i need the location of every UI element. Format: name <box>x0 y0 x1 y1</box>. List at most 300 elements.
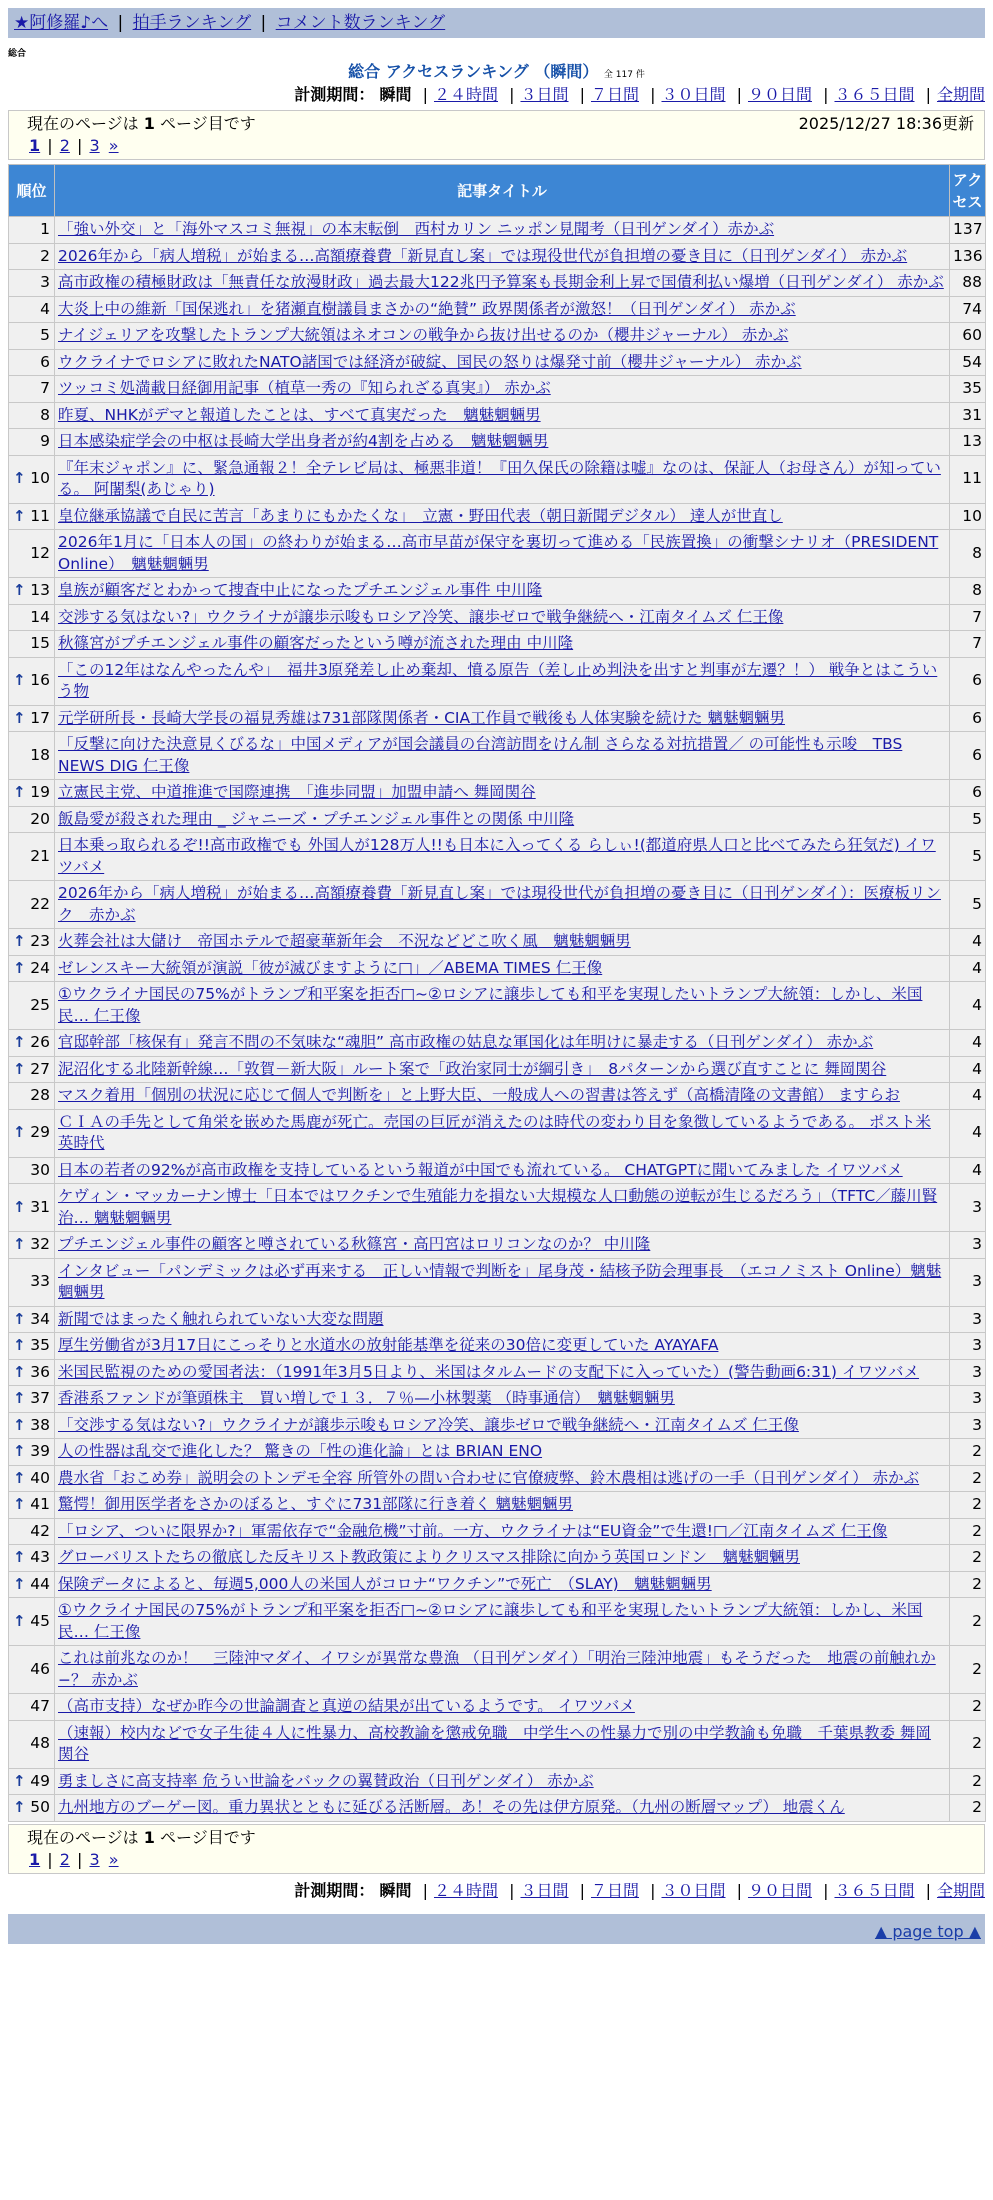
rank-cell <box>9 376 55 403</box>
rank-number: 2 <box>40 246 50 265</box>
rank-cell <box>9 503 55 530</box>
up-arrow-icon: ↑ <box>13 581 26 599</box>
period-label: 計測期間： <box>294 85 375 104</box>
rank-number: 24 <box>30 958 50 977</box>
rank-number: 26 <box>30 1033 50 1051</box>
title-cell <box>55 1333 950 1360</box>
table-row <box>9 578 986 605</box>
page-3-link[interactable]: 3 <box>89 136 100 155</box>
rank-number: 13 <box>30 581 50 599</box>
table-row <box>9 376 986 403</box>
period-3d-link[interactable]: ３日間 <box>520 1881 569 1900</box>
rank-cell <box>9 1056 55 1083</box>
access-count: 2 <box>950 1439 986 1466</box>
article-link[interactable]: 「ロシア、ついに限界か?」軍需依存で“金融危機”寸前。一方、ウクライナは“EU資金”で生還!□／江南タイムズ 仁王像 <box>58 1521 888 1540</box>
table-row <box>9 243 986 270</box>
access-count: 4 <box>950 1056 986 1083</box>
access-count: 2 <box>950 1768 986 1795</box>
access-count: 5 <box>950 881 986 929</box>
pagination-bottom: 1 | 2 | 3 » <box>29 1850 119 1869</box>
home-link[interactable]: ★阿修羅♪へ <box>14 13 109 33</box>
rank-number: 8 <box>40 405 50 424</box>
rank-cell <box>9 270 55 297</box>
table-row <box>9 982 986 1030</box>
up-arrow-icon: ↑ <box>13 1362 26 1381</box>
table-row <box>9 455 986 503</box>
article-link[interactable]: （速報）校内などで女子生徒４人に性暴力、高校教諭を懲戒免職 中学生への性暴力で別の中学教諭も免職 千葉県教委 舞岡関谷 <box>58 1723 931 1763</box>
article-link[interactable]: 火葬会社は大儲け 帝国ホテルで超豪華新年会 不況などどこ吹く風 魑魅魍魎男 <box>58 932 631 950</box>
period-label: 計測期間： <box>294 1881 375 1900</box>
access-count: 2 <box>950 1545 986 1572</box>
access-count: 88 <box>950 270 986 297</box>
rank-cell <box>9 1359 55 1386</box>
table-row <box>9 1412 986 1439</box>
next-page-link[interactable]: » <box>108 136 119 155</box>
article-link[interactable]: ツッコミ処満載日経御用記事（植草一秀の『知られざる真実』） 赤かぶ <box>58 379 551 397</box>
table-row <box>9 1083 986 1110</box>
rank-cell <box>9 217 55 244</box>
table-row <box>9 1232 986 1259</box>
rank-number: 50 <box>30 1798 50 1816</box>
up-arrow-icon: ↑ <box>13 1235 26 1253</box>
rank-cell <box>9 1258 55 1306</box>
title-cell <box>55 530 950 578</box>
table-row <box>9 217 986 244</box>
access-count: 4 <box>950 1109 986 1157</box>
article-link[interactable]: プチエンジェル事件の顧客と噂されている秋篠宮・高円宮はロリコンなのか？ 中川隆 <box>58 1235 651 1253</box>
article-link[interactable]: （高市支持）なぜか昨今の世論調査と真逆の結果が出ているようです。 イワツバメ <box>58 1697 635 1715</box>
rank-cell <box>9 1646 55 1694</box>
access-count: 2 <box>950 1694 986 1721</box>
rank-header: 順位 <box>9 165 55 217</box>
access-count: 8 <box>950 530 986 578</box>
article-link[interactable]: 香港系ファンドが筆頭株主 買い増しで１３．７％—小林製薬 （時事通信） 魑魅魍魎男 <box>58 1389 675 1407</box>
access-count: 136 <box>950 243 986 270</box>
table-row <box>9 881 986 929</box>
rank-number: 41 <box>30 1495 50 1513</box>
table-row <box>9 503 986 530</box>
rank-number: 18 <box>30 745 50 764</box>
article-link[interactable]: グローバリストたちの徹底した反キリスト教政策によりクリスマス排除に向かう英国ロンドン 魑魅魍魎男 <box>58 1548 800 1566</box>
table-row <box>9 955 986 982</box>
up-arrow-icon: ↑ <box>13 783 26 801</box>
article-link[interactable]: インタビュー「パンデミックは必ず再来する 正しい情報で判断を」尾身茂・結核予防会理事長 （エコノミスト Online）魑魅魍魎男 <box>58 1261 942 1301</box>
article-link[interactable]: ①ウクライナ国民の75%がトランプ和平案を拒否□~②ロシアに譲歩しても和平を実現したいトランプ大統領：しかし、米国民… 仁王像 <box>58 985 923 1025</box>
title-cell <box>55 1694 950 1721</box>
rank-cell <box>9 1694 55 1721</box>
article-link[interactable]: これは前兆なのか！ 三陸沖マダイ、イワシが異常な豊漁 （日刊ゲンダイ）「明治三陸沖地震」もそうだった 地震の前触れか−？ 赤かぶ <box>58 1649 936 1689</box>
article-link[interactable]: 日本の若者の92%が高市政権を支持しているという報道が中国でも流れている。 CHATGPTに聞いてみました イワツバメ <box>58 1160 903 1179</box>
title-cell <box>55 982 950 1030</box>
access-count: 6 <box>950 705 986 732</box>
rank-cell <box>9 881 55 929</box>
up-arrow-icon: ↑ <box>13 1574 26 1593</box>
nav-separator: | <box>260 13 267 33</box>
table-row <box>9 1768 986 1795</box>
period-all-link[interactable]: 全期間 <box>936 1881 985 1900</box>
title-cell <box>55 1412 950 1439</box>
title-cell <box>55 1232 950 1259</box>
article-link[interactable]: 『年末ジャポン』に、緊急通報２！全テレビ局は、極悪非道！『田久保氏の除籍は嘘』なのは、保証人（お母さん）が知っている。 阿闍梨(あじゃり) <box>58 458 941 498</box>
title-cell <box>55 578 950 605</box>
title-cell <box>55 1646 950 1694</box>
table-row <box>9 806 986 833</box>
title-cell <box>55 429 950 456</box>
up-arrow-icon: ↑ <box>13 1611 26 1630</box>
title-cell <box>55 631 950 658</box>
article-link[interactable]: 驚愕！御用医学者をさかのぼると、すぐに731部隊に行き着く 魑魅魍魎男 <box>58 1495 574 1513</box>
page-2-link[interactable]: 2 <box>59 136 70 155</box>
up-arrow-icon: ↑ <box>13 1468 26 1487</box>
table-row <box>9 705 986 732</box>
access-count: 74 <box>950 296 986 323</box>
title-cell <box>55 402 950 429</box>
article-link[interactable]: 飯島愛が殺された理由 _ ジャニーズ・プチエンジェル事件との関係 中川隆 <box>58 809 575 828</box>
period-365d-link[interactable]: ３６５日間 <box>834 1881 915 1900</box>
rank-number: 10 <box>30 469 50 488</box>
title-cell <box>55 270 950 297</box>
table-row <box>9 402 986 429</box>
rank-cell <box>9 455 55 503</box>
access-count: 3 <box>950 1258 986 1306</box>
access-count: 5 <box>950 833 986 881</box>
rank-cell <box>9 631 55 658</box>
page-1-link[interactable]: 1 <box>29 136 41 155</box>
access-count: 3 <box>950 1359 986 1386</box>
up-arrow-icon: ↑ <box>13 1415 26 1434</box>
period-7d-link[interactable]: ７日間 <box>590 85 639 104</box>
rank-cell <box>9 1386 55 1413</box>
page-1-link[interactable]: 1 <box>29 1850 41 1869</box>
rank-number: 7 <box>40 379 50 397</box>
rank-cell <box>9 1083 55 1110</box>
access-count: 54 <box>950 349 986 376</box>
period-current: 瞬間 <box>379 1881 412 1900</box>
table-row <box>9 1030 986 1057</box>
up-arrow-icon: ↑ <box>13 1059 26 1078</box>
rank-cell <box>9 705 55 732</box>
rank-cell <box>9 1571 55 1598</box>
access-count: 3 <box>950 1232 986 1259</box>
rank-number: 4 <box>40 299 50 318</box>
access-count: 8 <box>950 578 986 605</box>
table-row <box>9 1545 986 1572</box>
rank-number: 20 <box>30 809 50 828</box>
article-link[interactable]: 米国民監視のための愛国者法：（1991年3月5日より、米国はタルムードの支配下に入っていた）(警告動画6:31) イワツバメ <box>58 1362 920 1381</box>
table-row <box>9 1359 986 1386</box>
period-24h-link[interactable]: ２４時間 <box>433 85 498 104</box>
access-count: 6 <box>950 657 986 705</box>
period-3d-link[interactable]: ３日間 <box>520 85 569 104</box>
title-cell <box>55 296 950 323</box>
rank-number: 32 <box>30 1235 50 1253</box>
rank-number: 43 <box>30 1548 50 1566</box>
access-count: 2 <box>950 1465 986 1492</box>
rank-number: 46 <box>30 1659 50 1678</box>
table-row <box>9 1184 986 1232</box>
title-cell <box>55 929 950 956</box>
rank-cell <box>9 530 55 578</box>
table-row <box>9 349 986 376</box>
access-count: 4 <box>950 982 986 1030</box>
period-7d-link[interactable]: ７日間 <box>590 1881 639 1900</box>
title-header: 記事タイトル <box>55 165 950 217</box>
rank-number: 37 <box>30 1389 50 1407</box>
table-row <box>9 1333 986 1360</box>
access-count: 3 <box>950 1333 986 1360</box>
table-row <box>9 1492 986 1519</box>
comment-ranking-link[interactable]: コメント数ランキング <box>275 13 446 33</box>
title-cell <box>55 732 950 780</box>
rank-cell <box>9 296 55 323</box>
top-nav-bar <box>8 8 985 38</box>
up-arrow-icon: ↑ <box>13 958 26 977</box>
title-cell <box>55 243 950 270</box>
article-link[interactable]: 秋篠宮がプチエンジェル事件の顧客だったという噂が流された理由 中川隆 <box>58 634 574 652</box>
title-text: 総合 アクセスランキング （瞬間） <box>348 62 599 81</box>
access-count: 3 <box>950 1306 986 1333</box>
title-cell <box>55 1306 950 1333</box>
up-arrow-icon: ↑ <box>13 1798 26 1816</box>
article-link[interactable]: 元学研所長・長崎大学長の福見秀雄は731部隊関係者・CIA工作員で戦後も人体実験を続けた 魑魅魍魎男 <box>58 708 786 727</box>
access-header: アクセス <box>950 165 986 217</box>
period-30d-link[interactable]: ３０日間 <box>661 85 726 104</box>
period-selector-bottom: 計測期間： 瞬間 | ２４時間 | ３日間 | ７日間 | ３０日間 | ９０日間 | ３６５日間 | 全期間 <box>294 1881 985 1900</box>
article-link[interactable]: 日本感染症学会の中枢は長崎大学出身者が約4割を占める 魑魅魍魎男 <box>58 432 549 450</box>
article-link[interactable]: 高市政権の積極財政は「無責任な放漫財政」過去最大122兆円予算案も長期金利上昇で国債利払い爆増（日刊ゲンダイ） 赤かぶ <box>58 273 944 291</box>
rank-cell <box>9 1412 55 1439</box>
article-link[interactable]: ナイジェリアを攻撃したトランプ大統領はネオコンの戦争から抜け出せるのか（櫻井ジャーナル） 赤かぶ <box>58 326 789 344</box>
up-arrow-icon: ↑ <box>13 932 26 950</box>
title-cell <box>55 217 950 244</box>
title-cell <box>55 1184 950 1232</box>
rank-cell <box>9 1768 55 1795</box>
up-arrow-icon: ↑ <box>13 1197 26 1216</box>
article-link[interactable]: 厚生労働省が3月17日にこっそりと水道水の放射能基準を従来の30倍に変更していた AYAYAFA <box>58 1336 719 1354</box>
article-link[interactable]: 農水省「おこめ券」説明会のトンデモ全容 所管外の問い合わせに官僚疲弊、鈴木農相は逃げの一手（日刊ゲンダイ） 赤かぶ <box>58 1468 920 1487</box>
rank-number: 17 <box>30 708 50 727</box>
rank-number: 1 <box>40 220 50 238</box>
rank-number: 3 <box>40 273 50 291</box>
table-row <box>9 1386 986 1413</box>
rank-cell <box>9 243 55 270</box>
article-link[interactable]: 新聞ではまったく触れられていない大変な問題 <box>58 1309 384 1328</box>
article-link[interactable]: 「この12年はなんやったんや」 福井3原発差し止め棄却、憤る原告（差し止め判決を出すと判事が左遷？！） 戦争とはこういう物 <box>58 660 938 700</box>
rank-cell <box>9 929 55 956</box>
access-count: 31 <box>950 402 986 429</box>
page-info-bottom <box>8 1824 985 1874</box>
rank-number: 23 <box>30 932 50 950</box>
access-count: 60 <box>950 323 986 350</box>
article-link[interactable]: 「交渉する気はない?」ウクライナが譲歩示唆もロシア冷笑、譲歩ゼロで戦争継続へ・江南タイムズ 仁王像 <box>58 1415 799 1434</box>
table-row <box>9 780 986 807</box>
rank-cell <box>9 1030 55 1057</box>
up-arrow-icon: ↑ <box>13 1123 26 1142</box>
rank-cell <box>9 1545 55 1572</box>
article-link[interactable]: 大炎上中の維新「国保逃れ」を猪瀬直樹議員まさかの“絶賛” 政界関係者が激怒！（日刊ゲンダイ） 赤かぶ <box>58 299 796 318</box>
table-row <box>9 1465 986 1492</box>
article-link[interactable]: ケヴィン・マッカーナン博士「日本ではワクチンで生殖能力を損ない大規模な人口動態の逆転が生じるだろう」（TFTC／藤川賢治… 魑魅魍魎男 <box>58 1187 938 1227</box>
article-link[interactable]: 皇位継承協議で自民に苦言「あまりにもかたくな」 立憲・野田代表（朝日新聞デジタル） 達人が世直し <box>58 506 783 525</box>
title-cell <box>55 1359 950 1386</box>
up-arrow-icon: ↑ <box>13 671 26 690</box>
applause-ranking-link[interactable]: 拍手ランキング <box>132 13 252 33</box>
title-cell <box>55 1386 950 1413</box>
article-link[interactable]: 2026年から「病人増税」が始まる…高額療養費「新見直し案」では現役世代が負担増の憂き目に（日刊ゲンダイ） 赤かぶ <box>58 246 908 265</box>
rank-number: 12 <box>30 543 50 562</box>
up-arrow-icon: ↑ <box>13 1309 26 1328</box>
article-link[interactable]: 立憲民主党、中道推進で国際連携 「進歩同盟」加盟申請へ 舞岡関谷 <box>58 783 536 801</box>
rank-cell <box>9 578 55 605</box>
access-count: 2 <box>950 1571 986 1598</box>
period-90d-link[interactable]: ９０日間 <box>747 1881 812 1900</box>
rank-number: 47 <box>30 1697 50 1715</box>
rank-cell <box>9 323 55 350</box>
page-top-link[interactable]: ▲ page top ▲ <box>874 1922 981 1941</box>
article-link[interactable]: 交渉する気はない?」ウクライナが譲歩示唆もロシア冷笑、譲歩ゼロで戦争継続へ・江南タイムズ 仁王像 <box>58 607 784 626</box>
rank-cell <box>9 1109 55 1157</box>
title-cell <box>55 657 950 705</box>
page-3-link[interactable]: 3 <box>89 1850 100 1869</box>
table-row <box>9 1598 986 1646</box>
access-count: 4 <box>950 1083 986 1110</box>
article-link[interactable]: 日本乗っ取られるぞ!!高市政権でも 外国人が128万人!!も日本に入ってくる らしぃ!(都道府県人口と比べてみたら狂気だ) イワツバメ <box>58 836 936 876</box>
title-cell <box>55 455 950 503</box>
access-count: 11 <box>950 455 986 503</box>
rank-number: 33 <box>30 1272 50 1291</box>
pagination-top: 1 | 2 | 3 » <box>29 136 119 155</box>
article-link[interactable]: 泥沼化する北陸新幹線…「敦賀－新大阪」ルート案で「政治家同士が綱引き」 8パターンから選び直すことに 舞岡関谷 <box>58 1059 887 1078</box>
article-link[interactable]: 勇ましさに高支持率 危うい世論をバックの翼賛政治（日刊ゲンダイ） 赤かぶ <box>58 1771 594 1790</box>
title-cell <box>55 349 950 376</box>
access-count: 6 <box>950 780 986 807</box>
title-cell <box>55 1768 950 1795</box>
rank-number: 14 <box>30 607 50 626</box>
rank-number: 27 <box>30 1059 50 1078</box>
rank-cell <box>9 732 55 780</box>
table-row <box>9 1157 986 1184</box>
article-link[interactable]: 保険データによると、毎週5,000人の米国人がコロナ“ワクチン”で死亡 （SLAY) 魑魅魍魎男 <box>58 1574 712 1593</box>
period-24h-link[interactable]: ２４時間 <box>433 1881 498 1900</box>
article-link[interactable]: ＣＩＡの手先として角栄を嵌めた馬鹿が死亡。売国の巨匠が消えたのは時代の変わり目を象徴しているようである。 ポスト米英時代 <box>58 1112 931 1152</box>
up-arrow-icon: ↑ <box>13 1495 26 1513</box>
next-page-link[interactable]: » <box>108 1850 119 1869</box>
period-all-link[interactable]: 全期間 <box>936 85 985 104</box>
title-cell <box>55 604 950 631</box>
rank-number: 34 <box>30 1309 50 1328</box>
access-count: 10 <box>950 503 986 530</box>
title-cell <box>55 1030 950 1057</box>
access-count: 6 <box>950 732 986 780</box>
current-page-text: 現在のページは 1 ページ目です <box>27 114 256 133</box>
rank-number: 5 <box>40 326 50 344</box>
article-link[interactable]: マスク着用「個別の状況に応じて個人で判断を」と上野大臣、一般成人への習書は答えず（高橋清隆の文書館） ますらお <box>58 1086 900 1104</box>
table-row <box>9 1258 986 1306</box>
article-link[interactable]: 「反撃に向けた決意見くびるな」中国メディアが国会議員の台湾訪問をけん制 さらなる対抗措置／ の可能性も示唆 TBS NEWS DIG 仁王像 <box>58 735 903 775</box>
article-link[interactable]: 九州地方のブーゲー図。重力異状とともに延びる活断層。あ！その先は伊方原発。（九州の断層マップ） 地震くん <box>58 1798 845 1816</box>
article-link[interactable]: 昨夏、NHKがデマと報道したことは、すべて真実だった 魑魅魍魎男 <box>58 405 541 424</box>
rank-cell <box>9 429 55 456</box>
access-count: 7 <box>950 631 986 658</box>
title-cell <box>55 806 950 833</box>
rank-number: 25 <box>30 995 50 1014</box>
rank-number: 9 <box>40 432 50 450</box>
article-link[interactable]: 2026年から「病人増税」が始まる…高額療養費「新見直し案」では現役世代が負担増の憂き目に（日刊ゲンダイ）：医療板リンク 赤かぶ <box>58 884 941 924</box>
up-arrow-icon: ↑ <box>13 1442 26 1460</box>
title-cell <box>55 1492 950 1519</box>
table-row <box>9 833 986 881</box>
title-cell <box>55 376 950 403</box>
title-cell <box>55 1157 950 1184</box>
article-link[interactable]: 人の性器は乱交で進化した？ 驚きの「性の進化論」とは BRIAN ENO <box>58 1442 543 1460</box>
rank-number: 30 <box>30 1160 50 1179</box>
rank-number: 16 <box>30 671 50 690</box>
article-link[interactable]: 「強い外交」と「海外マスコミ無視」の本末転倒 西村カリン ニッポン見聞考（日刊ゲンダイ）赤かぶ <box>58 220 775 238</box>
title-cell <box>55 705 950 732</box>
table-row <box>9 1694 986 1721</box>
article-link[interactable]: 官邸幹部「核保有」発言不問の不気味な“魂胆” 高市政権の姑息な軍国化は年明けに暴走する（日刊ゲンダイ） 赤かぶ <box>58 1033 874 1051</box>
table-row <box>9 429 986 456</box>
rank-number: 40 <box>30 1468 50 1487</box>
item-count: 全 117 件 <box>603 70 645 80</box>
access-count: 5 <box>950 806 986 833</box>
table-row <box>9 732 986 780</box>
access-count: 2 <box>950 1598 986 1646</box>
table-row <box>9 270 986 297</box>
up-arrow-icon: ↑ <box>13 1033 26 1051</box>
article-link[interactable]: ①ウクライナ国民の75%がトランプ和平案を拒否□~②ロシアに譲歩しても和平を実現したいトランプ大統領：しかし、米国民… 仁王像 <box>58 1601 923 1641</box>
title-cell <box>55 881 950 929</box>
access-count: 3 <box>950 1184 986 1232</box>
rank-number: 42 <box>30 1521 50 1540</box>
bottom-bar <box>8 1914 985 1944</box>
rank-number: 31 <box>30 1197 50 1216</box>
article-link[interactable]: ウクライナでロシアに敗れたNATO諸国では経済が破綻、国民の怒りは爆発寸前（櫻井ジャーナル） 赤かぶ <box>58 352 802 371</box>
table-row <box>9 929 986 956</box>
table-row <box>9 1518 986 1545</box>
rank-cell <box>9 833 55 881</box>
period-selector-top: 計測期間： 瞬間 | ２４時間 | ３日間 | ７日間 | ３０日間 | ９０日間 | ３６５日間 | 全期間 <box>294 85 985 104</box>
table-header-row <box>9 165 986 217</box>
rank-cell <box>9 1518 55 1545</box>
access-count: 4 <box>950 929 986 956</box>
table-row <box>9 1571 986 1598</box>
period-365d-link[interactable]: ３６５日間 <box>834 85 915 104</box>
table-row <box>9 657 986 705</box>
rank-cell <box>9 1439 55 1466</box>
access-count: 4 <box>950 1030 986 1057</box>
table-row <box>9 1109 986 1157</box>
article-link[interactable]: ゼレンスキー大統領が演説「彼が滅びますように□」／ABEMA TIMES 仁王像 <box>58 958 603 977</box>
rank-cell <box>9 1598 55 1646</box>
rank-number: 21 <box>30 846 50 865</box>
current-page-text: 現在のページは 1 ページ目です <box>27 1828 256 1847</box>
rank-cell <box>9 657 55 705</box>
access-count: 2 <box>950 1518 986 1545</box>
period-30d-link[interactable]: ３０日間 <box>661 1881 726 1900</box>
title-cell <box>55 955 950 982</box>
rank-cell <box>9 955 55 982</box>
article-link[interactable]: 皇族が顧客だとわかって捜査中止になったプチエンジェル事件 中川隆 <box>58 581 543 599</box>
up-arrow-icon: ↑ <box>13 1389 26 1407</box>
up-arrow-icon: ↑ <box>13 1771 26 1790</box>
title-cell <box>55 503 950 530</box>
rank-number: 6 <box>40 352 50 371</box>
period-90d-link[interactable]: ９０日間 <box>747 85 812 104</box>
page-2-link[interactable]: 2 <box>59 1850 70 1869</box>
table-row <box>9 1056 986 1083</box>
article-link[interactable]: 2026年1月に「日本人の国」の終わりが始まる…高市早苗が保守を裏切って進める「民族置換」の衝撃シナリオ（PRESIDENT Online） 魑魅魍魎男 <box>58 533 939 573</box>
